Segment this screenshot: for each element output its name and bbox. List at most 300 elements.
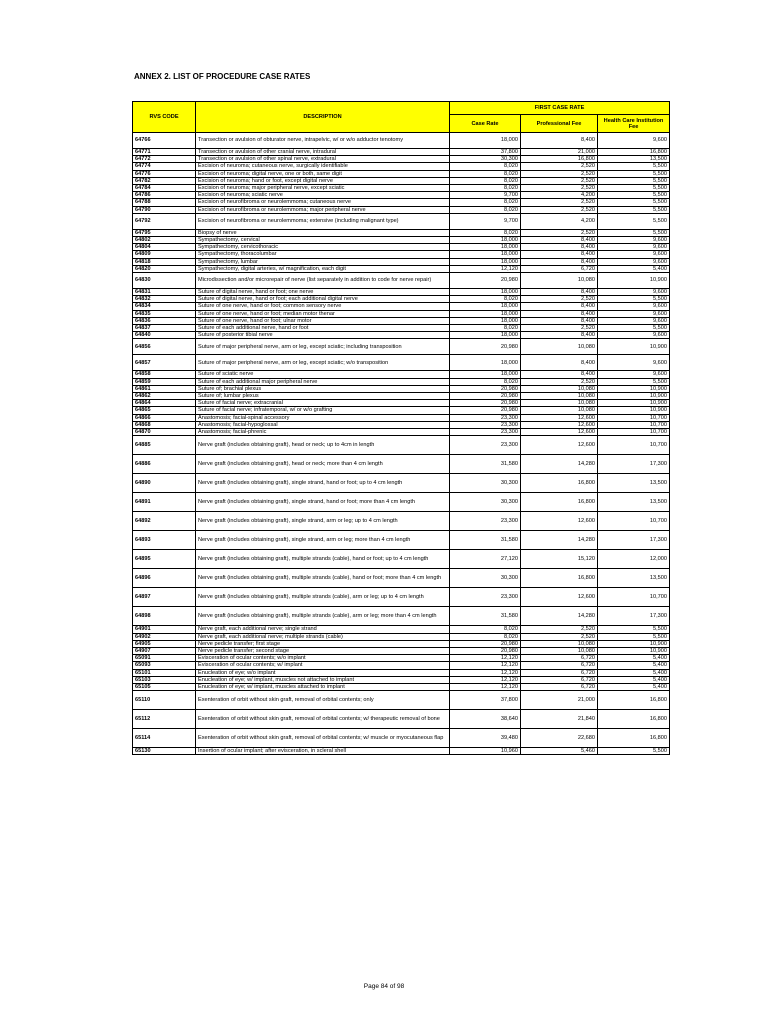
hci-fee-cell: 12,000 <box>598 550 670 569</box>
rvs-code-cell: 64870 <box>133 429 196 436</box>
rvs-code-cell: 64896 <box>133 569 196 588</box>
case-rate-cell: 23,300 <box>450 429 521 436</box>
professional-fee-cell: 2,520 <box>521 296 598 303</box>
table-row <box>133 317 670 324</box>
description-cell: Excision of neuroma; digital nerve, one or both, same digit <box>196 170 450 177</box>
header-case-rate: Case Rate <box>450 115 521 133</box>
table-row <box>133 378 670 385</box>
rvs-code-cell: 64834 <box>133 303 196 310</box>
hci-fee-cell: 5,500 <box>598 185 670 192</box>
description-cell: Suture of sciatic nerve <box>196 371 450 378</box>
hci-fee-cell: 16,800 <box>598 149 670 156</box>
description-cell: Suture of; brachial plexus <box>196 385 450 392</box>
table-row <box>133 237 670 244</box>
hci-fee-cell: 10,700 <box>598 429 670 436</box>
hci-fee-cell: 9,600 <box>598 289 670 296</box>
rvs-code-cell: 64886 <box>133 455 196 474</box>
rvs-code-cell: 64891 <box>133 493 196 512</box>
rvs-code-cell: 64774 <box>133 163 196 170</box>
case-rate-cell: 23,300 <box>450 436 521 455</box>
rvs-code-cell: 64892 <box>133 512 196 531</box>
page-title: ANNEX 2. LIST OF PROCEDURE CASE RATES <box>134 72 311 81</box>
case-rate-cell: 20,980 <box>450 393 521 400</box>
hci-fee-cell: 10,900 <box>598 385 670 392</box>
case-rate-cell: 8,020 <box>450 325 521 332</box>
professional-fee-cell: 2,520 <box>521 626 598 633</box>
rvs-code-cell: 65103 <box>133 676 196 683</box>
professional-fee-cell: 6,720 <box>521 265 598 272</box>
rvs-code-cell: 64856 <box>133 339 196 355</box>
description-cell: Suture of one nerve, hand or foot; common sensory nerve <box>196 303 450 310</box>
table-row <box>133 748 670 755</box>
table-row <box>133 414 670 421</box>
case-rate-cell: 9,700 <box>450 192 521 199</box>
professional-fee-cell: 8,400 <box>521 237 598 244</box>
hci-fee-cell: 5,400 <box>598 655 670 662</box>
table-row <box>133 339 670 355</box>
rvs-code-cell: 64905 <box>133 640 196 647</box>
rvs-code-cell: 64802 <box>133 237 196 244</box>
professional-fee-cell: 5,460 <box>521 748 598 755</box>
table-row <box>133 633 670 640</box>
hci-fee-cell: 17,300 <box>598 531 670 550</box>
hci-fee-cell: 9,600 <box>598 244 670 251</box>
professional-fee-cell: 2,520 <box>521 229 598 236</box>
hci-fee-cell: 10,900 <box>598 407 670 414</box>
case-rate-cell: 18,000 <box>450 371 521 378</box>
hci-fee-cell: 9,600 <box>598 310 670 317</box>
rvs-code-cell: 64907 <box>133 647 196 654</box>
table-row <box>133 258 670 265</box>
rvs-code-cell: 64772 <box>133 156 196 163</box>
professional-fee-cell: 8,400 <box>521 251 598 258</box>
professional-fee-cell: 10,080 <box>521 400 598 407</box>
table-row <box>133 729 670 748</box>
rvs-code-cell: 65093 <box>133 662 196 669</box>
table-row <box>133 676 670 683</box>
case-rate-cell: 8,020 <box>450 206 521 213</box>
rvs-code-cell: 64790 <box>133 206 196 213</box>
rvs-code-cell: 64792 <box>133 213 196 229</box>
professional-fee-cell: 14,280 <box>521 455 598 474</box>
description-cell: Enucleation of eye; w/ implant, muscles attached to implant <box>196 683 450 690</box>
table-row <box>133 289 670 296</box>
description-cell: Microdissection and/or microrepair of nerve (list separately in addition to code for nerve repair) <box>196 273 450 289</box>
header-professional-fee: Professional Fee <box>521 115 598 133</box>
case-rate-cell: 18,000 <box>450 133 521 149</box>
rvs-code-cell: 64795 <box>133 229 196 236</box>
header-first-case-rate: FIRST CASE RATE <box>450 102 670 115</box>
hci-fee-cell: 16,800 <box>598 691 670 710</box>
description-cell: Nerve graft (includes obtaining graft), multiple strands (cable), hand or foot; up to 4 cm length <box>196 550 450 569</box>
description-cell: Suture of facial nerve; infratemporal, w/ or w/o grafting <box>196 407 450 414</box>
rvs-code-cell: 64857 <box>133 355 196 371</box>
rvs-code-cell: 64788 <box>133 199 196 206</box>
description-cell: Nerve graft (includes obtaining graft), multiple strands (cable), arm or leg; more than 4 cm length <box>196 607 450 626</box>
description-cell: Excision of neuroma; major peripheral nerve, except sciatic <box>196 185 450 192</box>
case-rate-cell: 8,020 <box>450 296 521 303</box>
description-cell: Excision of neuroma; hand or foot, except digital nerve <box>196 177 450 184</box>
table-row <box>133 640 670 647</box>
table-row <box>133 393 670 400</box>
hci-fee-cell: 5,500 <box>598 192 670 199</box>
professional-fee-cell: 12,600 <box>521 588 598 607</box>
description-cell: Excision of neuroma; sciatic nerve <box>196 192 450 199</box>
description-cell: Nerve graft (includes obtaining graft), multiple strands (cable), arm or leg; up to 4 cm length <box>196 588 450 607</box>
table-row <box>133 550 670 569</box>
case-rate-cell: 37,800 <box>450 149 521 156</box>
professional-fee-cell: 8,400 <box>521 371 598 378</box>
rvs-code-cell: 64865 <box>133 407 196 414</box>
rvs-code-cell: 64901 <box>133 626 196 633</box>
hci-fee-cell: 9,600 <box>598 317 670 324</box>
table-row <box>133 588 670 607</box>
rvs-code-cell: 64861 <box>133 385 196 392</box>
hci-fee-cell: 10,900 <box>598 339 670 355</box>
table-row <box>133 683 670 690</box>
rvs-code-cell: 65130 <box>133 748 196 755</box>
case-rate-cell: 23,300 <box>450 588 521 607</box>
table-row <box>133 655 670 662</box>
description-cell: Sympathectomy, cervicothoracic <box>196 244 450 251</box>
table-row <box>133 177 670 184</box>
case-rate-cell: 18,000 <box>450 303 521 310</box>
hci-fee-cell: 5,500 <box>598 748 670 755</box>
hci-fee-cell: 10,700 <box>598 414 670 421</box>
professional-fee-cell: 10,080 <box>521 393 598 400</box>
case-rate-cell: 30,300 <box>450 156 521 163</box>
description-cell: Excision of neuroma; cutaneous nerve, surgically identifiable <box>196 163 450 170</box>
professional-fee-cell: 2,520 <box>521 325 598 332</box>
hci-fee-cell: 10,900 <box>598 273 670 289</box>
case-rate-cell: 12,120 <box>450 265 521 272</box>
case-rate-cell: 27,120 <box>450 550 521 569</box>
professional-fee-cell: 10,080 <box>521 339 598 355</box>
table-row <box>133 436 670 455</box>
hci-fee-cell: 9,600 <box>598 371 670 378</box>
professional-fee-cell: 21,000 <box>521 691 598 710</box>
table-row <box>133 310 670 317</box>
table-row <box>133 192 670 199</box>
table-row <box>133 385 670 392</box>
table-row <box>133 669 670 676</box>
hci-fee-cell: 9,600 <box>598 237 670 244</box>
hci-fee-cell: 5,500 <box>598 229 670 236</box>
professional-fee-cell: 10,080 <box>521 407 598 414</box>
case-rate-cell: 18,000 <box>450 317 521 324</box>
header-hci-fee: Health Care Institution Fee <box>598 115 670 133</box>
case-rate-cell: 37,800 <box>450 691 521 710</box>
case-rate-cell: 23,300 <box>450 414 521 421</box>
description-cell: Exenteration of orbit without skin graft, removal of orbital contents; w/ therapeutic removal of bone <box>196 710 450 729</box>
description-cell: Suture of digital nerve, hand or foot; one nerve <box>196 289 450 296</box>
page-footer: Page 84 of 98 <box>363 983 405 990</box>
rvs-code-cell: 64835 <box>133 310 196 317</box>
case-rate-cell: 8,020 <box>450 170 521 177</box>
professional-fee-cell: 2,520 <box>521 206 598 213</box>
table-row <box>133 265 670 272</box>
table-row <box>133 493 670 512</box>
professional-fee-cell: 10,080 <box>521 647 598 654</box>
description-cell: Nerve pedicle transfer; first stage <box>196 640 450 647</box>
rvs-code-cell: 65110 <box>133 691 196 710</box>
description-cell: Nerve graft (includes obtaining graft), single strand, hand or foot; up to 4 cm length <box>196 474 450 493</box>
table-row <box>133 355 670 371</box>
description-cell: Exenteration of orbit without skin graft, removal of orbital contents; only <box>196 691 450 710</box>
table-row <box>133 303 670 310</box>
description-cell: Sympathectomy, thoracolumbar <box>196 251 450 258</box>
professional-fee-cell: 10,080 <box>521 385 598 392</box>
description-cell: Sympathectomy, digital arteries, w/ magnification, each digit <box>196 265 450 272</box>
rvs-code-cell: 64902 <box>133 633 196 640</box>
table-row <box>133 400 670 407</box>
description-cell: Suture of; lumbar plexus <box>196 393 450 400</box>
professional-fee-cell: 12,600 <box>521 421 598 428</box>
table-row <box>133 325 670 332</box>
rvs-code-cell: 64832 <box>133 296 196 303</box>
professional-fee-cell: 12,600 <box>521 429 598 436</box>
description-cell: Suture of posterior tibial nerve <box>196 332 450 339</box>
description-cell: Sympathectomy, lumbar <box>196 258 450 265</box>
professional-fee-cell: 12,600 <box>521 512 598 531</box>
professional-fee-cell: 16,800 <box>521 493 598 512</box>
table-row <box>133 512 670 531</box>
professional-fee-cell: 2,520 <box>521 185 598 192</box>
case-rate-cell: 18,000 <box>450 244 521 251</box>
description-cell: Excision of neurofibroma or neurolemmoma; cutaneous nerve <box>196 199 450 206</box>
professional-fee-cell: 14,280 <box>521 607 598 626</box>
table-row <box>133 691 670 710</box>
case-rate-cell: 8,020 <box>450 633 521 640</box>
hci-fee-cell: 10,700 <box>598 588 670 607</box>
professional-fee-cell: 15,120 <box>521 550 598 569</box>
case-rate-cell: 12,120 <box>450 669 521 676</box>
table-row <box>133 371 670 378</box>
rvs-code-cell: 64866 <box>133 414 196 421</box>
hci-fee-cell: 9,600 <box>598 303 670 310</box>
hci-fee-cell: 5,500 <box>598 296 670 303</box>
hci-fee-cell: 13,500 <box>598 493 670 512</box>
table-row <box>133 185 670 192</box>
description-cell: Nerve graft (includes obtaining graft), multiple strands (cable), hand or foot; more than 4 cm length <box>196 569 450 588</box>
hci-fee-cell: 5,500 <box>598 206 670 213</box>
professional-fee-cell: 2,520 <box>521 199 598 206</box>
hci-fee-cell: 13,500 <box>598 474 670 493</box>
professional-fee-cell: 6,720 <box>521 655 598 662</box>
professional-fee-cell: 8,400 <box>521 303 598 310</box>
description-cell: Enucleation of eye; w/ implant, muscles not attached to implant <box>196 676 450 683</box>
table-row <box>133 607 670 626</box>
case-rate-cell: 20,980 <box>450 385 521 392</box>
hci-fee-cell: 5,400 <box>598 676 670 683</box>
rvs-code-cell: 64897 <box>133 588 196 607</box>
description-cell: Nerve graft (includes obtaining graft), single strand, arm or leg; more than 4 cm length <box>196 531 450 550</box>
hci-fee-cell: 9,600 <box>598 332 670 339</box>
professional-fee-cell: 2,520 <box>521 170 598 177</box>
description-cell: Insertion of ocular implant; after evisceration, in scleral shell <box>196 748 450 755</box>
description-cell: Nerve graft, each additional nerve; multiple strands (cable) <box>196 633 450 640</box>
hci-fee-cell: 17,300 <box>598 455 670 474</box>
rvs-code-cell: 64837 <box>133 325 196 332</box>
hci-fee-cell: 9,600 <box>598 133 670 149</box>
table-row <box>133 156 670 163</box>
hci-fee-cell: 5,500 <box>598 170 670 177</box>
rvs-code-cell: 64864 <box>133 400 196 407</box>
rvs-code-cell: 65114 <box>133 729 196 748</box>
description-cell: Transection or avulsion of other spinal nerve, extradural <box>196 156 450 163</box>
hci-fee-cell: 10,900 <box>598 393 670 400</box>
table-row <box>133 332 670 339</box>
description-cell: Excision of neurofibroma or neurolemmoma; extensive (including malignant type) <box>196 213 450 229</box>
hci-fee-cell: 5,400 <box>598 683 670 690</box>
hci-fee-cell: 9,600 <box>598 355 670 371</box>
case-rate-cell: 31,580 <box>450 531 521 550</box>
table-row <box>133 407 670 414</box>
rvs-code-cell: 65105 <box>133 683 196 690</box>
table-row <box>133 455 670 474</box>
rvs-code-cell: 64771 <box>133 149 196 156</box>
description-cell: Excision of neurofibroma or neurolemmoma; major peripheral nerve <box>196 206 450 213</box>
rvs-code-cell: 65112 <box>133 710 196 729</box>
professional-fee-cell: 4,200 <box>521 192 598 199</box>
table-row <box>133 251 670 258</box>
hci-fee-cell: 13,500 <box>598 156 670 163</box>
professional-fee-cell: 8,400 <box>521 355 598 371</box>
table-row <box>133 133 670 149</box>
table-row <box>133 206 670 213</box>
case-rate-cell: 18,000 <box>450 310 521 317</box>
rvs-code-cell: 64840 <box>133 332 196 339</box>
table-row <box>133 710 670 729</box>
table-row <box>133 662 670 669</box>
rvs-code-cell: 64859 <box>133 378 196 385</box>
case-rate-cell: 8,020 <box>450 378 521 385</box>
rvs-code-cell: 64862 <box>133 393 196 400</box>
hci-fee-cell: 5,500 <box>598 199 670 206</box>
hci-fee-cell: 16,800 <box>598 710 670 729</box>
description-cell: Suture of each additional nerve, hand or foot <box>196 325 450 332</box>
hci-fee-cell: 5,500 <box>598 626 670 633</box>
rvs-code-cell: 64830 <box>133 273 196 289</box>
case-rate-cell: 20,980 <box>450 273 521 289</box>
rvs-code-cell: 64831 <box>133 289 196 296</box>
professional-fee-cell: 4,200 <box>521 213 598 229</box>
table-body <box>133 133 670 755</box>
case-rate-cell: 8,020 <box>450 163 521 170</box>
hci-fee-cell: 5,500 <box>598 325 670 332</box>
case-rate-cell: 8,020 <box>450 185 521 192</box>
professional-fee-cell: 2,520 <box>521 177 598 184</box>
professional-fee-cell: 16,800 <box>521 156 598 163</box>
table-row <box>133 647 670 654</box>
rvs-code-cell: 64820 <box>133 265 196 272</box>
professional-fee-cell: 12,600 <box>521 436 598 455</box>
case-rate-cell: 12,120 <box>450 662 521 669</box>
hci-fee-cell: 10,700 <box>598 421 670 428</box>
table-row <box>133 163 670 170</box>
professional-fee-cell: 12,600 <box>521 414 598 421</box>
case-rate-cell: 10,960 <box>450 748 521 755</box>
hci-fee-cell: 5,400 <box>598 662 670 669</box>
hci-fee-cell: 10,900 <box>598 640 670 647</box>
case-rate-cell: 31,580 <box>450 607 521 626</box>
case-rate-cell: 20,980 <box>450 400 521 407</box>
hci-fee-cell: 5,500 <box>598 163 670 170</box>
case-rate-cell: 9,700 <box>450 213 521 229</box>
professional-fee-cell: 22,680 <box>521 729 598 748</box>
description-cell: Evisceration of ocular contents; w/ implant <box>196 662 450 669</box>
case-rate-cell: 20,980 <box>450 647 521 654</box>
case-rate-cell: 31,580 <box>450 455 521 474</box>
case-rate-cell: 30,300 <box>450 493 521 512</box>
professional-fee-cell: 6,720 <box>521 676 598 683</box>
description-cell: Nerve graft (includes obtaining graft), head or neck; more than 4 cm length <box>196 455 450 474</box>
case-rate-cell: 23,300 <box>450 512 521 531</box>
description-cell: Anastomosis; facial-spinal accessory <box>196 414 450 421</box>
hci-fee-cell: 5,500 <box>598 213 670 229</box>
description-cell: Transection or avulsion of obturator nerve, intrapelvic, w/ or w/o adductor tenotomy <box>196 133 450 149</box>
hci-fee-cell: 10,900 <box>598 400 670 407</box>
case-rate-cell: 18,000 <box>450 237 521 244</box>
professional-fee-cell: 8,400 <box>521 310 598 317</box>
table-row <box>133 296 670 303</box>
table-header <box>133 102 670 133</box>
rvs-code-cell: 64890 <box>133 474 196 493</box>
table-row <box>133 213 670 229</box>
rvs-code-cell: 64766 <box>133 133 196 149</box>
rvs-code-cell: 64786 <box>133 192 196 199</box>
rvs-code-cell: 65091 <box>133 655 196 662</box>
table-row <box>133 429 670 436</box>
rvs-code-cell: 64836 <box>133 317 196 324</box>
hci-fee-cell: 10,900 <box>598 647 670 654</box>
case-rate-cell: 20,980 <box>450 640 521 647</box>
professional-fee-cell: 2,520 <box>521 378 598 385</box>
table-row <box>133 199 670 206</box>
description-cell: Suture of one nerve, hand or foot; median motor thenar <box>196 310 450 317</box>
table-row <box>133 244 670 251</box>
table-row <box>133 149 670 156</box>
description-cell: Suture of major peripheral nerve, arm or leg, except sciatic; including transposition <box>196 339 450 355</box>
professional-fee-cell: 14,280 <box>521 531 598 550</box>
case-rate-cell: 30,300 <box>450 569 521 588</box>
case-rate-cell: 12,120 <box>450 683 521 690</box>
table-row <box>133 626 670 633</box>
case-rate-cell: 23,300 <box>450 421 521 428</box>
case-rate-cell: 20,980 <box>450 407 521 414</box>
table-row <box>133 170 670 177</box>
professional-fee-cell: 8,400 <box>521 258 598 265</box>
description-cell: Sympathectomy, cervical <box>196 237 450 244</box>
case-rate-cell: 20,980 <box>450 339 521 355</box>
description-cell: Enucleation of eye; w/o implant <box>196 669 450 676</box>
rvs-code-cell: 64868 <box>133 421 196 428</box>
case-rate-cell: 18,000 <box>450 289 521 296</box>
rvs-code-cell: 64885 <box>133 436 196 455</box>
rvs-code-cell: 65101 <box>133 669 196 676</box>
description-cell: Suture of one nerve, hand or foot; ulnar motor <box>196 317 450 324</box>
header-rvs-code: RVS CODE <box>133 102 196 133</box>
rvs-code-cell: 64784 <box>133 185 196 192</box>
case-rate-cell: 18,000 <box>450 355 521 371</box>
case-rate-cell: 8,020 <box>450 177 521 184</box>
professional-fee-cell: 16,800 <box>521 569 598 588</box>
case-rate-cell: 18,000 <box>450 251 521 258</box>
professional-fee-cell: 6,720 <box>521 662 598 669</box>
professional-fee-cell: 8,400 <box>521 133 598 149</box>
professional-fee-cell: 21,840 <box>521 710 598 729</box>
header-description: DESCRIPTION <box>196 102 450 133</box>
